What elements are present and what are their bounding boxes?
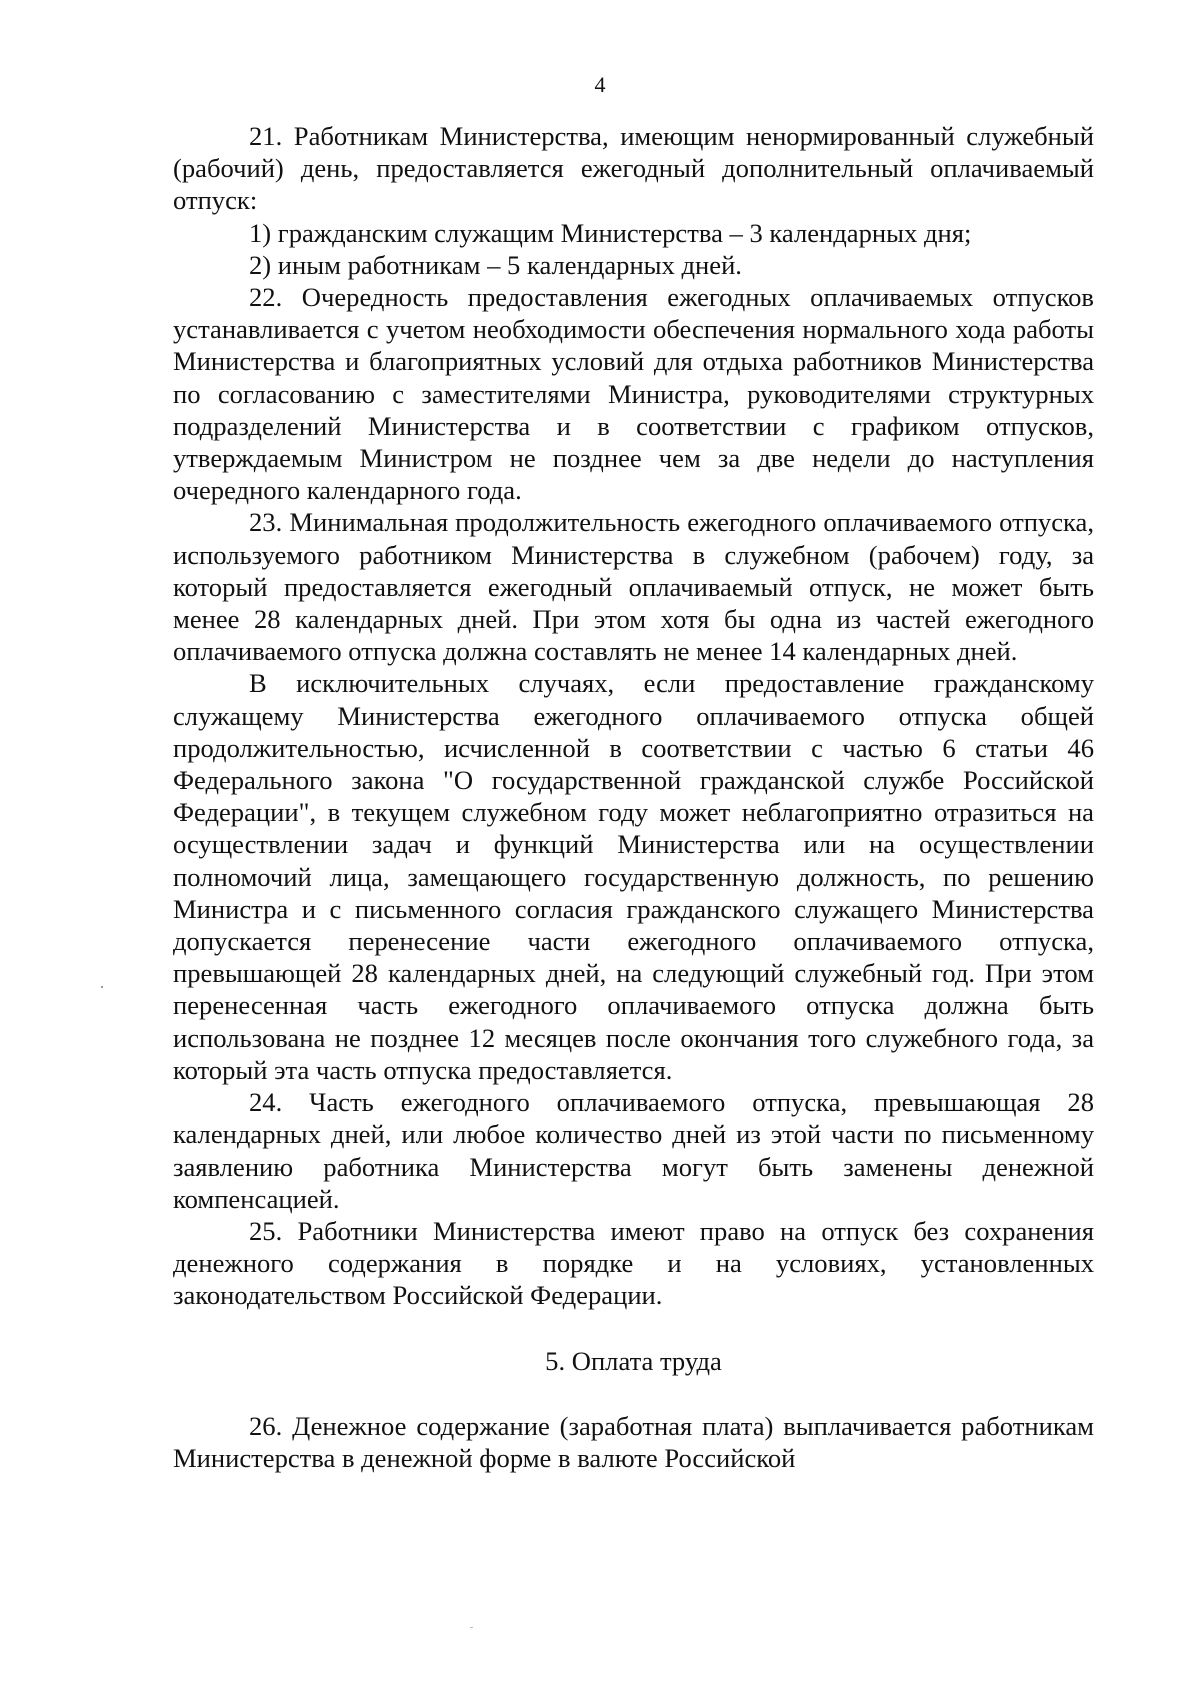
document-body [173, 120, 1094, 1474]
section-heading: 5. Оплата труда [545, 1345, 722, 1376]
paragraph-24: 24. Часть ежегодного оплачиваемого отпуска, превышающая 28 календарных дней, или любое количество дней из этой части по письменному заявлению работника Министерства могут быть заменены денежной компенсацией. [173, 1087, 1094, 1214]
page-number: 4 [594, 72, 606, 97]
paragraph-22: 22. Очередность предоставления ежегодных оплачиваемых отпусков устанавливается с учетом необходимости обеспечения нормального хода работы Министерства и благоприятных условий для отдыха работников Министерства по согласованию с заместителями Министра, руководителями структурных подразделений Министерства и в соответствии с графиком отпусков, утверждаемым Министром не позднее чем за две недели до наступления очередного календарного года. [173, 282, 1094, 506]
paragraph-23-exception: В исключительных случаях, если предоставление гражданскому служащему Министерства ежегодного оплачиваемого отпуска общей продолжительностью, исчисленной в соответствии с частью 6 статьи 46 Федерального закона "О государственной гражданской службе Российской Федерации", в текущем служебном году может неблагоприятно отразиться на осуществлении задач и функций Министерства или на осуществлении полномочий лица, замещающего государственную должность, по решению Министра и с письменного согласия гражданского служащего Министерства допускается перенесение части ежегодного оплачиваемого отпуска, превышающей 28 календарных дней, на следующий служебный год. При этом перенесенная часть ежегодного оплачиваемого отпуска должна быть использована не позднее 12 месяцев после окончания того служебного года, за который эта часть отпуска предоставляется. [173, 668, 1094, 1085]
paragraph-25: 25. Работники Министерства имеют право на отпуск без сохранения денежного содержания в порядке и на условиях, установленных законодательством Российской Федерации. [173, 1215, 1094, 1311]
scan-mark [470, 1627, 473, 1628]
paragraph-21-item-2: 2) иным работникам – 5 календарных дней. [249, 249, 742, 280]
scan-speck [101, 986, 103, 988]
paragraph-21: 21. Работникам Министерства, имеющим ненормированный служебный (рабочий) день, предоставляется ежегодный дополнительный оплачиваемый отпуск: [173, 121, 1094, 216]
paragraph-21-item-1: 1) гражданским служащим Министерства – 3 календарных дня; [249, 217, 972, 248]
paragraph-23: 23. Минимальная продолжительность ежегодного оплачиваемого отпуска, используемого работником Министерства в служебном (рабочем) году, за который предоставляется ежегодный оплачиваемый отпуск, не может быть менее 28 календарных дней. При этом хотя бы одна из частей ежегодного оплачиваемого отпуска должна составлять не менее 14 календарных дней. [173, 507, 1094, 667]
paragraph-26: 26. Денежное содержание (заработная плата) выплачивается работникам Министерства в денежной форме в валюте Российской [173, 1410, 1094, 1473]
